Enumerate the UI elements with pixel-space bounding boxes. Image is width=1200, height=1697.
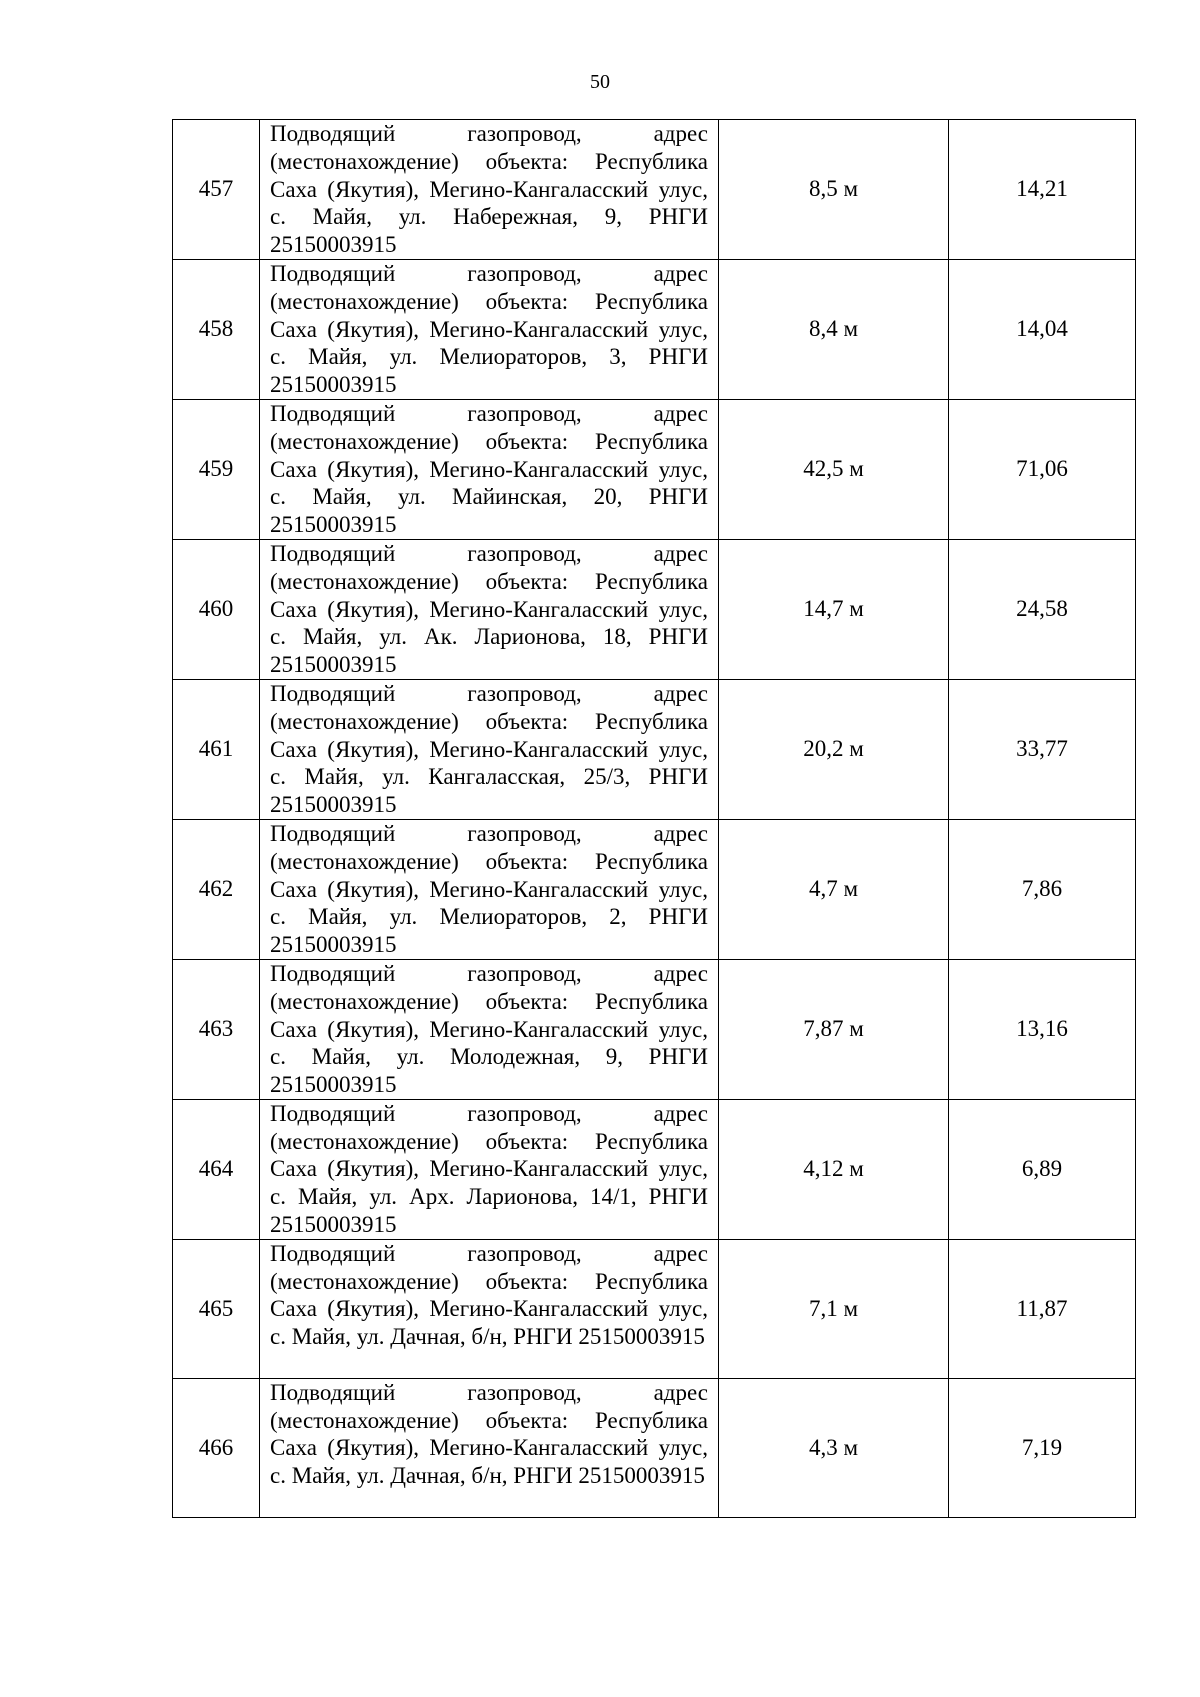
row-number: 460 — [173, 539, 260, 679]
table-row — [173, 959, 1136, 1099]
object-value: 14,21 — [949, 120, 1136, 260]
row-number: 459 — [173, 399, 260, 539]
object-value: 11,87 — [949, 1239, 1136, 1378]
object-value: 7,86 — [949, 819, 1136, 959]
row-number: 462 — [173, 819, 260, 959]
row-number: 458 — [173, 259, 260, 399]
object-value: 7,19 — [949, 1378, 1136, 1517]
object-description: Подводящий газопровод, адрес (местонахождение) объекта: Республика Саха (Якутия), Мегино-Кангаласский улус, с. Майя, ул. Кангаласская, 25/3, РНГИ 25150003915 — [260, 679, 719, 819]
pipeline-length: 14,7 м — [719, 539, 949, 679]
pipeline-length: 4,3 м — [719, 1378, 949, 1517]
row-number: 465 — [173, 1239, 260, 1378]
table-row — [173, 259, 1136, 399]
row-number: 457 — [173, 120, 260, 260]
table-row — [173, 399, 1136, 539]
pipeline-length: 8,4 м — [719, 259, 949, 399]
object-value: 6,89 — [949, 1099, 1136, 1239]
table-row — [173, 819, 1136, 959]
object-value: 14,04 — [949, 259, 1136, 399]
row-number: 464 — [173, 1099, 260, 1239]
row-number: 463 — [173, 959, 260, 1099]
pipeline-length: 42,5 м — [719, 399, 949, 539]
table-row — [173, 1239, 1136, 1378]
pipeline-length: 20,2 м — [719, 679, 949, 819]
table-row — [173, 1378, 1136, 1517]
table-row — [173, 120, 1136, 260]
gas-pipeline-table — [172, 119, 1136, 1518]
object-description: Подводящий газопровод, адрес (местонахождение) объекта: Республика Саха (Якутия), Мегино-Кангаласский улус, с. Майя, ул. Арх. Ларионова, 14/1, РНГИ 25150003915 — [260, 1099, 719, 1239]
page-number: 50 — [590, 71, 610, 93]
pipeline-length: 4,12 м — [719, 1099, 949, 1239]
table-row — [173, 1099, 1136, 1239]
table-row — [173, 539, 1136, 679]
object-value: 71,06 — [949, 399, 1136, 539]
object-description: Подводящий газопровод, адрес (местонахождение) объекта: Республика Саха (Якутия), Мегино-Кангаласский улус, с. Майя, ул. Дачная, б/н, РНГИ 25150003915 — [260, 1239, 719, 1378]
object-value: 13,16 — [949, 959, 1136, 1099]
pipeline-length: 8,5 м — [719, 120, 949, 260]
object-description: Подводящий газопровод, адрес (местонахождение) объекта: Республика Саха (Якутия), Мегино-Кангаласский улус, с. Майя, ул. Молодежная, 9, РНГИ 25150003915 — [260, 959, 719, 1099]
object-description: Подводящий газопровод, адрес (местонахождение) объекта: Республика Саха (Якутия), Мегино-Кангаласский улус, с. Майя, ул. Мелиораторов, 3, РНГИ 25150003915 — [260, 259, 719, 399]
object-description: Подводящий газопровод, адрес (местонахождение) объекта: Республика Саха (Якутия), Мегино-Кангаласский улус, с. Майя, ул. Майинская, 20, РНГИ 25150003915 — [260, 399, 719, 539]
pipeline-length: 7,1 м — [719, 1239, 949, 1378]
object-value: 33,77 — [949, 679, 1136, 819]
object-description: Подводящий газопровод, адрес (местонахождение) объекта: Республика Саха (Якутия), Мегино-Кангаласский улус, с. Майя, ул. Дачная, б/н, РНГИ 25150003915 — [260, 1378, 719, 1517]
row-number: 461 — [173, 679, 260, 819]
table-row — [173, 679, 1136, 819]
pipeline-length: 7,87 м — [719, 959, 949, 1099]
object-description: Подводящий газопровод, адрес (местонахождение) объекта: Республика Саха (Якутия), Мегино-Кангаласский улус, с. Майя, ул. Набережная, 9, РНГИ 25150003915 — [260, 120, 719, 260]
object-description: Подводящий газопровод, адрес (местонахождение) объекта: Республика Саха (Якутия), Мегино-Кангаласский улус, с. Майя, ул. Мелиораторов, 2, РНГИ 25150003915 — [260, 819, 719, 959]
row-number: 466 — [173, 1378, 260, 1517]
object-value: 24,58 — [949, 539, 1136, 679]
object-description: Подводящий газопровод, адрес (местонахождение) объекта: Республика Саха (Якутия), Мегино-Кангаласский улус, с. Майя, ул. Ак. Ларионова, 18, РНГИ 25150003915 — [260, 539, 719, 679]
pipeline-length: 4,7 м — [719, 819, 949, 959]
